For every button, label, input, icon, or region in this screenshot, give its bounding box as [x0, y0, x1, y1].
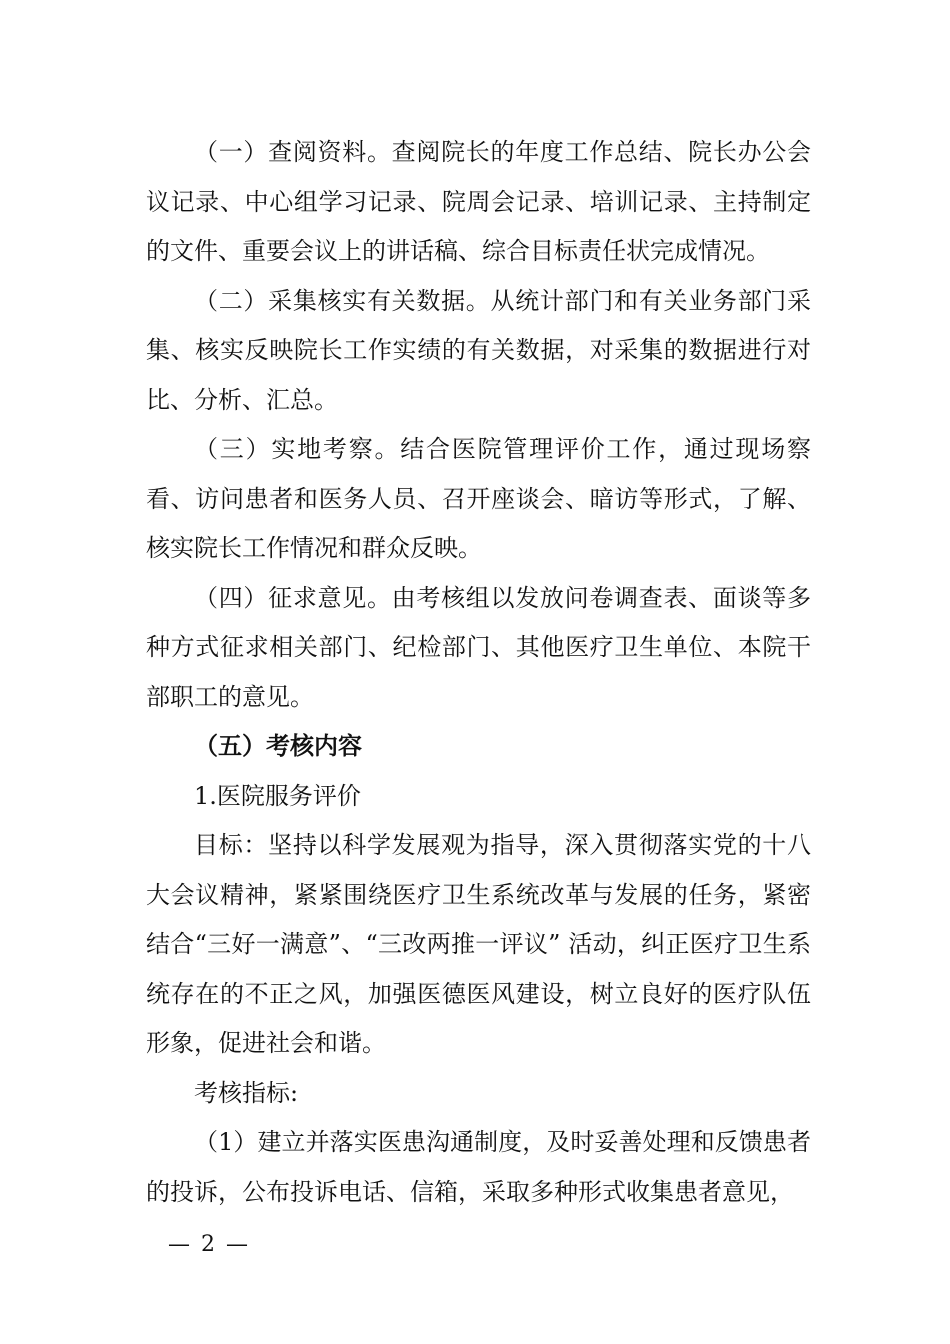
page-number: — 2 —	[168, 1232, 250, 1257]
paragraph-review-materials: （一）查阅资料。查阅院长的年度工作总结、院长办公会议记录、中心组学习记录、院周会记录、培训记录、主持制定的文件、重要会议上的讲话稿、综合目标责任状完成情况。	[146, 138, 811, 265]
paragraph-goal: 目标：坚持以科学发展观为指导，深入贯彻落实党的十八大会议精神，紧紧围绕医疗卫生系统改革与发展的任务，紧密结合“三好一满意”、“三改两推一评议” 活动，纠正医疗卫生系统存在的不正之风，加强医德医风建设，树立良好的医疗队伍形象，促进社会和谐。	[146, 831, 811, 1057]
paragraph-solicit-opinions: （四）征求意见。由考核组以发放问卷调查表、面谈等多种方式征求相关部门、纪检部门、其他医疗卫生单位、本院干部职工的意见。	[146, 583, 811, 711]
paragraph-collect-data: （二）采集核实有关数据。从统计部门和有关业务部门采集、核实反映院长工作实绩的有关数据，对采集的数据进行对比、分析、汇总。	[146, 286, 811, 414]
paragraph-field-inspection: （三）实地考察。结合医院管理评价工作，通过现场察看、访问患者和医务人员、召开座谈会、暗访等形式，了解、核实院长工作情况和群众反映。	[146, 435, 811, 562]
document-body	[146, 128, 811, 1217]
subheading-hospital-service: 1.医院服务评价	[194, 781, 361, 810]
section-heading: （五）考核内容	[194, 732, 362, 760]
indicator-label: 考核指标:	[194, 1078, 299, 1107]
indicator-item-1: （1）建立并落实医患沟通制度，及时妥善处理和反馈患者的投诉，公布投诉电话、信箱，采取多种形式收集患者意见，	[146, 1128, 811, 1206]
